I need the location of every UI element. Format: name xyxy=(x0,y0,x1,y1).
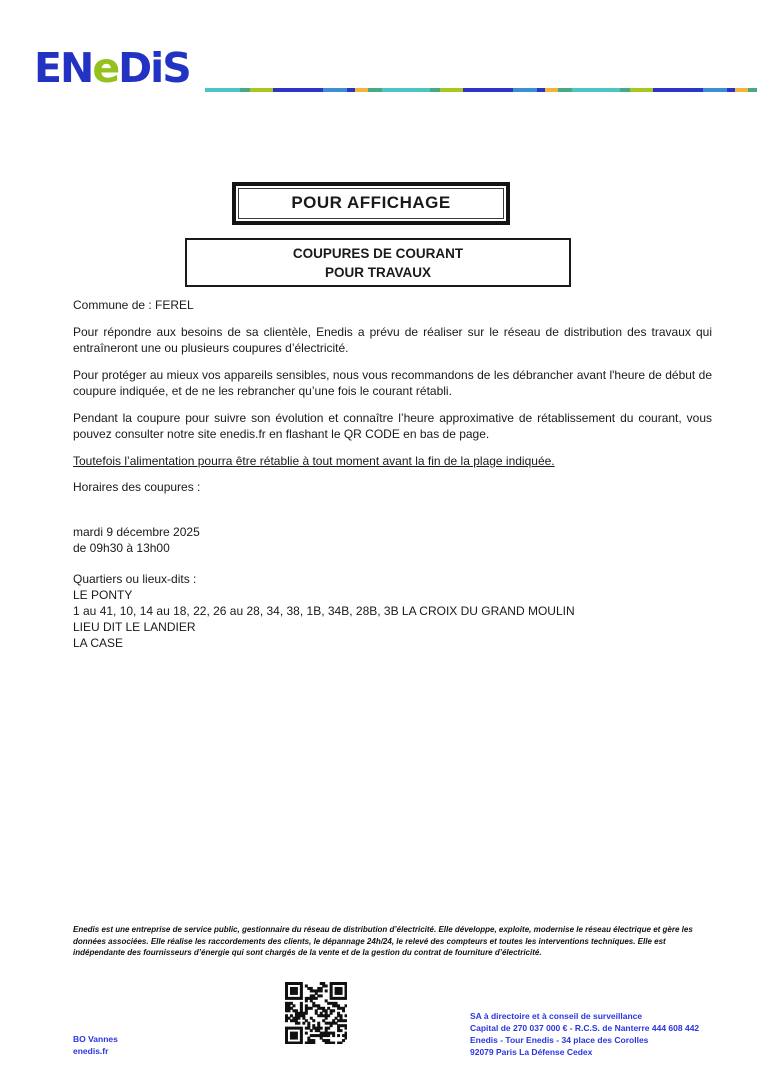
company-info-line: SA à directoire et à conseil de surveillance xyxy=(470,1011,643,1021)
subject-line-2: POUR TRAVAUX xyxy=(324,265,431,280)
district-line: 1 au 41, 10, 14 au 18, 22, 26 au 28, 34, 38, 1B, 34B, 28B, 3B LA CROIX DU GRAND MOULIN xyxy=(73,603,575,618)
district-line: LIEU DIT LE LANDIER xyxy=(73,619,196,634)
brand-dashed-line xyxy=(205,88,757,92)
notice-body xyxy=(73,297,712,651)
logo-text-en: EN xyxy=(34,44,93,92)
company-info xyxy=(470,1010,699,1058)
commune-line: Commune de : FEREL xyxy=(73,298,194,312)
legal-disclaimer: Enedis est une entreprise de service public, gestionnaire du réseau de distribution d’électricité. Elle développe, exploite, modernise le réseau électrique et gère les données associées. Elle réalise les raccordements des clients, le dépannage 24h/24, le relevé des compteurs et toutes les interventions techniques. Elle est indépendante des fournisseurs d’énergie qui sont chargés de la vente et de la gestion du contrat de fourniture d’électricité. xyxy=(73,925,693,958)
districts-label: Quartiers ou lieux-dits : xyxy=(73,571,197,586)
affichage-title: POUR AFFICHAGE xyxy=(238,188,504,219)
office-name: BO Vannes xyxy=(73,1034,118,1044)
districts-block xyxy=(73,571,712,651)
website-text: enedis.fr xyxy=(73,1046,109,1056)
company-info-line: Enedis - Tour Enedis - 34 place des Corolles xyxy=(470,1035,649,1045)
outage-time: de 09h30 à 13h00 xyxy=(73,540,170,555)
schedule-block xyxy=(73,524,712,556)
logo-text-e: e xyxy=(92,44,119,92)
paragraph-intro: Pour répondre aux besoins de sa clientèle, Enedis a prévu de réaliser sur le réseau de distribution des travaux qui entraîneront une ou plusieurs coupures d’électricité. xyxy=(73,324,712,356)
logo-text-dis: DiS xyxy=(118,44,190,92)
schedule-label: Horaires des coupures : xyxy=(73,480,201,495)
paragraph-warning-underlined: Toutefois l’alimentation pourra être rétablie à tout moment avant la fin de la plage indiquée. xyxy=(73,453,555,468)
subject-line-1: COUPURES DE COURANT xyxy=(292,246,464,261)
qr-code-icon xyxy=(285,982,347,1044)
district-line: LA CASE xyxy=(73,635,124,650)
office-block xyxy=(73,1033,118,1057)
subject-banner xyxy=(185,238,571,287)
company-info-line: 92079 Paris La Défense Cedex xyxy=(470,1047,593,1057)
outage-date: mardi 9 décembre 2025 xyxy=(73,524,200,539)
affichage-banner xyxy=(232,182,510,225)
paragraph-qrcode: Pendant la coupure pour suivre son évolution et connaître l’heure approximative de rétablissement du courant, vous pouvez consulter notre site enedis.fr en flashant le QR CODE en bas de page. xyxy=(73,410,712,442)
paragraph-advice: Pour protéger au mieux vos appareils sensibles, nous vous recommandons de les débrancher avant l'heure de début de coupure indiquée, et de ne les rebrancher qu’une fois le courant rétabli. xyxy=(73,367,712,399)
company-info-line: Capital de 270 037 000 € - R.C.S. de Nanterre 444 608 442 xyxy=(470,1023,700,1033)
enedis-logo xyxy=(34,44,190,92)
district-line: LE PONTY xyxy=(73,587,133,602)
